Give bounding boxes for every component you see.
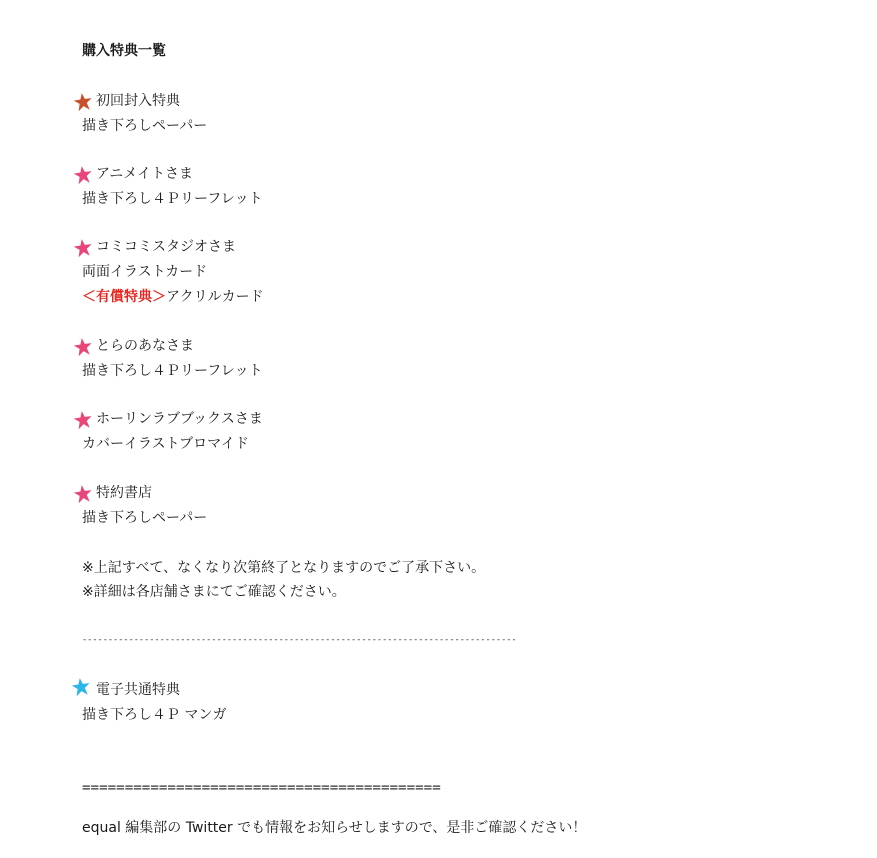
paid-bonus-item: アクリルカード	[166, 289, 264, 305]
bonus-item: 両面イラストカード	[82, 264, 208, 280]
store-name: 特約書店	[96, 485, 152, 501]
star-icon	[71, 677, 91, 697]
store-name: コミコミスタジオさま	[96, 239, 236, 255]
bonus-item: 描き下ろしペーパー	[82, 118, 208, 134]
store-name: とらのあなさま	[96, 338, 194, 354]
footer-text: equal 編集部の Twitter でも情報をお知らせしますので、是非ご確認ください！	[82, 820, 587, 836]
star-icon	[73, 92, 93, 112]
page-title: 購入特典一覧	[82, 43, 166, 59]
note-line: ※上記すべて、なくなり次第終了となりますのでご了承下さい。	[82, 560, 486, 576]
paid-bonus-line	[82, 287, 264, 307]
dashed-divider: ------------------------------------------------------------------------------------	[82, 635, 517, 645]
star-icon	[73, 165, 93, 185]
bonus-item: 描き下ろしペーパー	[82, 510, 208, 526]
bonus-item: カバーイラストブロマイド	[82, 436, 249, 452]
store-name: アニメイトさま	[96, 166, 194, 182]
bonus-item: 描き下ろし４Ｐリーフレット	[82, 363, 263, 379]
bonus-item: 描き下ろし４Ｐリーフレット	[82, 191, 263, 207]
note-line: ※詳細は各店舗さまにてご確認ください。	[82, 584, 346, 600]
star-icon	[73, 410, 93, 430]
star-icon	[73, 238, 93, 258]
store-name: ホーリンラブブックスさま	[96, 411, 263, 427]
equals-divider: ==========================================	[82, 780, 441, 796]
star-icon	[73, 484, 93, 504]
store-name: 電子共通特典	[96, 682, 180, 698]
paid-bonus-label: ＜有償特典＞	[82, 289, 166, 305]
store-name: 初回封入特典	[96, 93, 180, 109]
bonus-item: 描き下ろし４Ｐ マンガ	[82, 707, 227, 723]
star-icon	[73, 337, 93, 357]
